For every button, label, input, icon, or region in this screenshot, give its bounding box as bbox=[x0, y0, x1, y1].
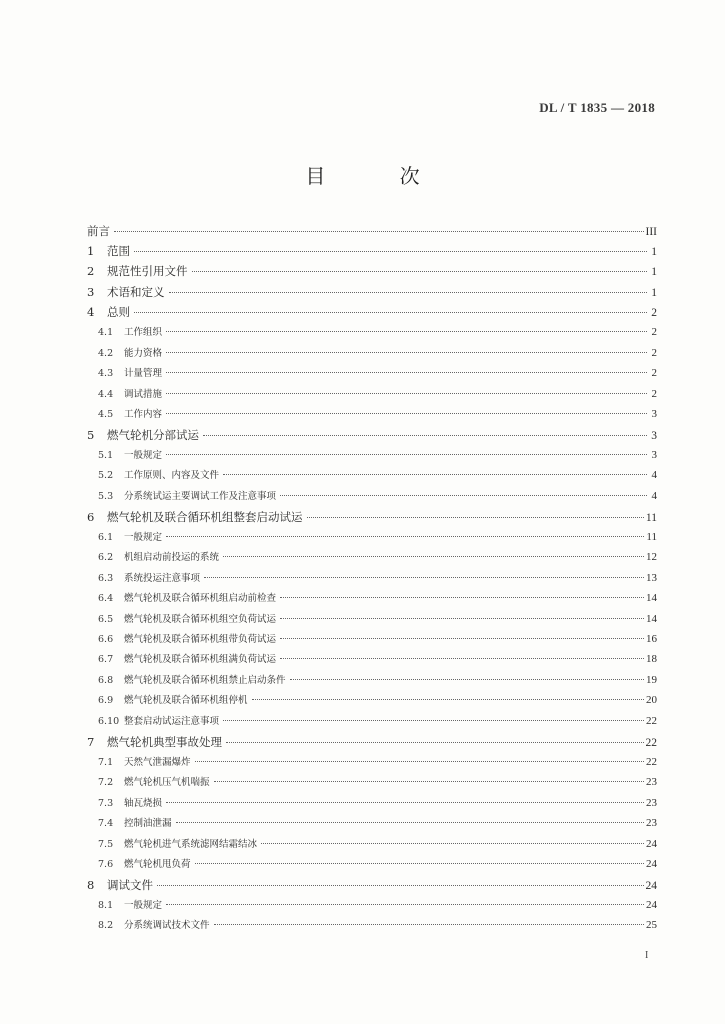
toc-entry-title: 天然气泄漏爆炸 bbox=[124, 756, 191, 768]
toc-entry[interactable] bbox=[87, 733, 657, 751]
toc-entry-page: III bbox=[645, 225, 657, 238]
toc-entry-title: 调试措施 bbox=[124, 388, 163, 400]
toc-entry[interactable] bbox=[87, 304, 657, 322]
toc-leader-dots bbox=[223, 465, 647, 476]
toc-entry[interactable] bbox=[87, 631, 657, 649]
toc-entry[interactable] bbox=[87, 917, 657, 935]
toc-leader-dots bbox=[223, 710, 644, 721]
toc-entry-title: 分系统试运主要调试工作及注意事项 bbox=[124, 490, 277, 502]
toc-leader-dots bbox=[280, 629, 644, 640]
toc-entry-number: 8.2 bbox=[98, 920, 114, 932]
toc-entry-number: 4.5 bbox=[98, 409, 114, 421]
toc-entry[interactable] bbox=[87, 263, 657, 281]
toc-entry-title: 分系统调试技术文件 bbox=[124, 920, 210, 932]
toc-entry[interactable] bbox=[87, 836, 657, 854]
document-code: DL / T 1835 — 2018 bbox=[539, 100, 655, 115]
toc-entry[interactable] bbox=[87, 508, 657, 526]
toc-entry-title: 一般规定 bbox=[124, 531, 163, 543]
toc-entry[interactable] bbox=[87, 283, 657, 301]
toc-entry-title: 术语和定义 bbox=[107, 284, 165, 299]
toc-entry[interactable] bbox=[87, 754, 657, 772]
toc-entry-title: 燃气轮机甩负荷 bbox=[124, 858, 191, 870]
toc-entry-number: 4.2 bbox=[98, 347, 114, 359]
toc-entry-page: 24 bbox=[645, 879, 657, 892]
toc-entry-page: 3 bbox=[651, 448, 657, 461]
toc-entry-title: 机组启动前投运的系统 bbox=[124, 552, 220, 564]
toc-leader-dots bbox=[214, 915, 644, 926]
toc-leader-dots bbox=[280, 649, 644, 660]
toc-entry-title: 燃气轮机及联合循环机组启动前检查 bbox=[124, 593, 277, 605]
toc-entry-title: 燃气轮机及联合循环机组带负荷试运 bbox=[124, 634, 277, 645]
toc-entry-title: 燃气轮机及联合循环机组满负荷试运 bbox=[124, 654, 277, 666]
toc-entry-number: 7.5 bbox=[98, 838, 114, 850]
toc-leader-dots bbox=[166, 792, 644, 803]
toc-entry-page: 24 bbox=[646, 857, 657, 870]
toc-entry-title: 燃气轮机进气系统滤网结霜结冰 bbox=[124, 838, 258, 850]
toc-entry-title: 工作原则、内容及文件 bbox=[124, 470, 220, 482]
toc-entry-number: 6.8 bbox=[98, 674, 114, 686]
toc-entry-number: 1 bbox=[87, 243, 95, 258]
toc-leader-dots bbox=[157, 873, 644, 886]
toc-entry-number: 4 bbox=[87, 305, 95, 320]
toc-leader-dots bbox=[166, 404, 647, 415]
toc-entry-number: 4.4 bbox=[98, 388, 114, 400]
toc-entry-page: 1 bbox=[651, 266, 657, 279]
toc-entry-title: 系统投运注意事项 bbox=[124, 572, 201, 584]
toc-leader-dots bbox=[169, 280, 648, 293]
toc-entry[interactable] bbox=[87, 897, 657, 915]
toc-leader-dots bbox=[252, 690, 644, 701]
toc-entry-number: 7 bbox=[87, 734, 95, 749]
toc-entry-title: 燃气轮机及联合循环机组禁止启动条件 bbox=[124, 674, 286, 686]
toc-entry-page: 12 bbox=[646, 551, 657, 564]
toc-entry-title: 一般规定 bbox=[124, 449, 163, 461]
toc-entry-page: 14 bbox=[646, 612, 657, 625]
toc-entry[interactable] bbox=[87, 467, 657, 485]
toc-entry-page: 11 bbox=[645, 511, 657, 524]
toc-leader-dots bbox=[166, 894, 644, 905]
toc-entry-page: 16 bbox=[646, 633, 657, 645]
toc-entry-title: 燃气轮机及联合循环机组空负荷试运 bbox=[124, 613, 277, 625]
toc-entry-page: 2 bbox=[651, 326, 657, 339]
toc-entry[interactable] bbox=[87, 529, 657, 547]
toc-entry-title: 能力资格 bbox=[124, 347, 163, 359]
toc-entry-page: 3 bbox=[651, 408, 657, 421]
toc-entry-page: 1 bbox=[651, 245, 657, 258]
toc-entry-title: 一般规定 bbox=[124, 899, 163, 911]
toc-entry[interactable] bbox=[87, 549, 657, 567]
toc-entry[interactable] bbox=[87, 795, 657, 813]
toc-leader-dots bbox=[134, 301, 647, 314]
toc-entry-number: 6.2 bbox=[98, 552, 114, 564]
toc-entry[interactable] bbox=[87, 427, 657, 445]
toc-entry[interactable] bbox=[87, 692, 657, 710]
toc-entry[interactable] bbox=[87, 222, 657, 240]
toc-entry-page: 11 bbox=[646, 530, 657, 543]
toc-leader-dots bbox=[176, 813, 644, 824]
toc-entry-title: 计量管理 bbox=[124, 368, 163, 380]
toc-entry[interactable] bbox=[87, 713, 657, 731]
toc-leader-dots bbox=[166, 444, 647, 455]
toc-entry-title: 工作组织 bbox=[124, 327, 163, 339]
toc-leader-dots bbox=[204, 567, 644, 578]
toc-entry-title: 燃气轮机及联合循环机组整套启动试运 bbox=[107, 509, 303, 524]
toc-entry-number: 6.1 bbox=[98, 531, 114, 543]
toc-entry-number: 8 bbox=[87, 877, 95, 892]
toc-entry-number: 6.9 bbox=[98, 695, 114, 707]
toc-entry-page: 24 bbox=[646, 837, 657, 850]
toc-leader-dots bbox=[114, 219, 644, 232]
toc-leader-dots bbox=[192, 260, 648, 273]
toc-entry-page: 25 bbox=[646, 919, 657, 932]
toc-entry[interactable] bbox=[87, 651, 657, 669]
toc-entry-page: 4 bbox=[651, 469, 657, 482]
toc-entry-number: 2 bbox=[87, 264, 95, 279]
toc-entry-number: 7.1 bbox=[98, 756, 114, 768]
toc-leader-dots bbox=[166, 342, 647, 353]
toc-entry[interactable] bbox=[87, 386, 657, 404]
toc-entry-title: 燃气轮机及联合循环机组停机 bbox=[124, 695, 248, 707]
toc-leader-dots bbox=[214, 772, 644, 783]
toc-entry-page: 23 bbox=[646, 776, 657, 789]
toc-entry-page: 14 bbox=[646, 592, 657, 605]
toc-entry[interactable] bbox=[87, 876, 657, 894]
toc-entry[interactable] bbox=[87, 345, 657, 363]
toc-entry-number: 5.1 bbox=[98, 449, 114, 461]
toc-entry-title: 轴瓦烧损 bbox=[124, 797, 163, 809]
toc-entry-page: 4 bbox=[651, 489, 657, 502]
toc-entry-title: 规范性引用文件 bbox=[107, 264, 188, 279]
toc-entry-title: 范围 bbox=[107, 243, 130, 258]
toc-entry-number: 6.7 bbox=[98, 654, 114, 666]
toc-entry-number: 7.4 bbox=[98, 818, 114, 830]
toc-entry-page: 22 bbox=[645, 736, 657, 749]
toc-entry-number: 7.2 bbox=[98, 777, 114, 789]
toc-leader-dots bbox=[166, 383, 647, 394]
toc-entry-page: 24 bbox=[646, 898, 657, 911]
toc-leader-dots bbox=[226, 730, 644, 743]
toc-entry-title: 燃气轮机压气机喘振 bbox=[124, 777, 210, 789]
toc-entry-number: 6.5 bbox=[98, 613, 114, 625]
toc-leader-dots bbox=[307, 505, 644, 518]
toc-leader-dots bbox=[290, 669, 644, 680]
toc-entry-page: 2 bbox=[651, 307, 657, 320]
toc-entry-title: 整套启动试运注意事项 bbox=[124, 715, 220, 727]
toc-entry-number: 4.3 bbox=[98, 368, 114, 380]
toc-entry[interactable] bbox=[87, 570, 657, 588]
toc-entry-page: 23 bbox=[646, 796, 657, 809]
toc-entry[interactable] bbox=[87, 447, 657, 465]
toc-entry[interactable] bbox=[87, 365, 657, 383]
toc-entry[interactable] bbox=[87, 611, 657, 629]
toc-entry-number: 6 bbox=[87, 509, 95, 524]
toc-leader-dots bbox=[280, 588, 644, 599]
toc-entry[interactable] bbox=[87, 856, 657, 874]
toc-entry-title: 工作内容 bbox=[124, 409, 163, 421]
toc-entry-title: 燃气轮机分部试运 bbox=[107, 428, 199, 442]
toc-entry-number: 5.2 bbox=[98, 470, 114, 482]
toc-entry-page: 22 bbox=[646, 755, 657, 768]
toc-entry[interactable] bbox=[87, 406, 657, 424]
toc-entry-number: 4.1 bbox=[98, 327, 114, 339]
toc-entry-number: 5.3 bbox=[98, 490, 114, 502]
toc-entry-number: 6.6 bbox=[98, 634, 114, 645]
toc-entry-number: 7.6 bbox=[98, 858, 114, 870]
toc-entry-number: 6.4 bbox=[98, 593, 114, 605]
toc-entry-number: 5 bbox=[87, 428, 95, 442]
toc-entry[interactable] bbox=[87, 488, 657, 506]
toc-entry-title: 前言 bbox=[87, 223, 110, 238]
toc-entry-title: 控制油泄漏 bbox=[124, 818, 172, 830]
toc-entry-title: 燃气轮机典型事故处理 bbox=[107, 734, 222, 749]
toc-entry-title: 调试文件 bbox=[107, 877, 153, 892]
page-number: I bbox=[645, 950, 649, 961]
toc-leader-dots bbox=[280, 608, 644, 619]
toc-leader-dots bbox=[166, 322, 647, 333]
toc-leader-dots bbox=[166, 363, 647, 374]
toc-leader-dots bbox=[280, 485, 647, 496]
toc-entry[interactable] bbox=[87, 774, 657, 792]
toc-entry-number: 3 bbox=[87, 284, 95, 299]
toc-entry[interactable] bbox=[87, 242, 657, 260]
toc-entry[interactable] bbox=[87, 815, 657, 833]
toc-leader-dots bbox=[134, 239, 647, 252]
toc-entry-page: 23 bbox=[646, 817, 657, 830]
page-title: 目 次 bbox=[305, 164, 454, 188]
toc-entry-page: 2 bbox=[651, 346, 657, 359]
toc-entry-number: 8.1 bbox=[98, 899, 114, 911]
toc-entry-page: 2 bbox=[651, 387, 657, 400]
toc-entry-title: 总则 bbox=[107, 305, 130, 320]
toc-entry-page: 20 bbox=[646, 694, 657, 707]
toc-entry-number: 6.3 bbox=[98, 572, 114, 584]
toc-leader-dots bbox=[195, 853, 644, 864]
toc-leader-dots bbox=[195, 751, 644, 762]
toc-leader-dots bbox=[261, 833, 644, 844]
toc-leader-dots bbox=[223, 547, 644, 558]
toc-entry[interactable] bbox=[87, 324, 657, 342]
toc-entry-page: 13 bbox=[646, 571, 657, 584]
toc-entry-page: 3 bbox=[651, 430, 657, 442]
toc-entry-page: 1 bbox=[651, 286, 657, 299]
toc-entry-page: 18 bbox=[646, 653, 657, 666]
toc-entry-page: 19 bbox=[646, 673, 657, 686]
toc-entry-number: 7.3 bbox=[98, 797, 114, 809]
toc-entry-number: 6.10 bbox=[98, 715, 120, 727]
toc-leader-dots bbox=[166, 526, 644, 537]
toc-leader-dots bbox=[203, 424, 647, 437]
toc-entry-page: 22 bbox=[646, 714, 657, 727]
toc-entry[interactable] bbox=[87, 672, 657, 690]
toc-entry[interactable] bbox=[87, 590, 657, 608]
toc-entry-page: 2 bbox=[651, 367, 657, 380]
